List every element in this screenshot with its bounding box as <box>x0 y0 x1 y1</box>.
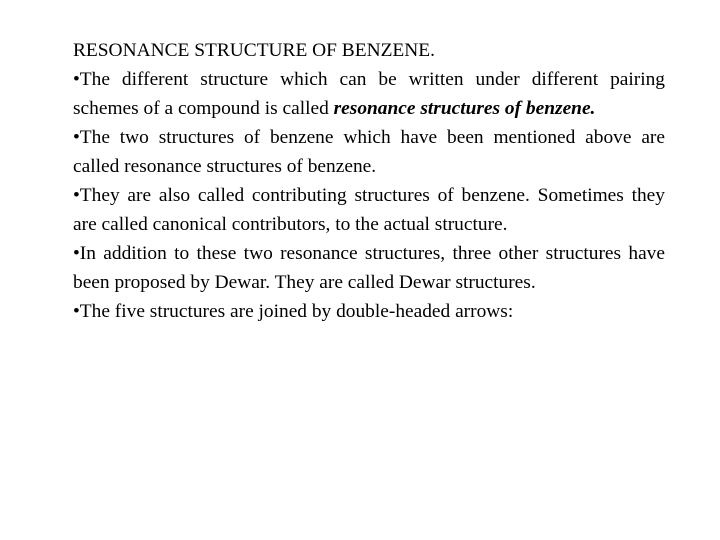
bullet-text: The five structures are joined by double-headed arrows: <box>79 301 514 322</box>
bullet-marker: • <box>73 301 80 322</box>
bullet-marker: • <box>73 185 80 206</box>
bullet-text: They are also called contributing structures of benzene. Sometimes they are called canonical contributors, to the actual structure. <box>73 185 665 235</box>
bullet-item <box>73 239 665 297</box>
bullet-marker: • <box>73 69 80 90</box>
bullet-marker: • <box>73 127 80 148</box>
bullet-text: The different structure which can be written under different pairing schemes of a compound is called <box>73 69 665 119</box>
emphasized-term: resonance structures of benzene. <box>333 98 596 119</box>
bullet-item <box>73 181 665 239</box>
bullet-item <box>73 123 665 181</box>
bullet-text: The two structures of benzene which have been mentioned above are called resonance structures of benzene. <box>73 127 665 177</box>
slide-title: RESONANCE STRUCTURE OF BENZENE. <box>73 40 435 61</box>
slide-body <box>73 36 665 326</box>
bullet-text: In addition to these two resonance structures, three other structures have been proposed by Dewar. They are called Dewar structures. <box>73 243 665 293</box>
bullet-item <box>73 65 665 123</box>
bullet-item <box>73 297 665 326</box>
bullet-marker: • <box>73 243 80 264</box>
